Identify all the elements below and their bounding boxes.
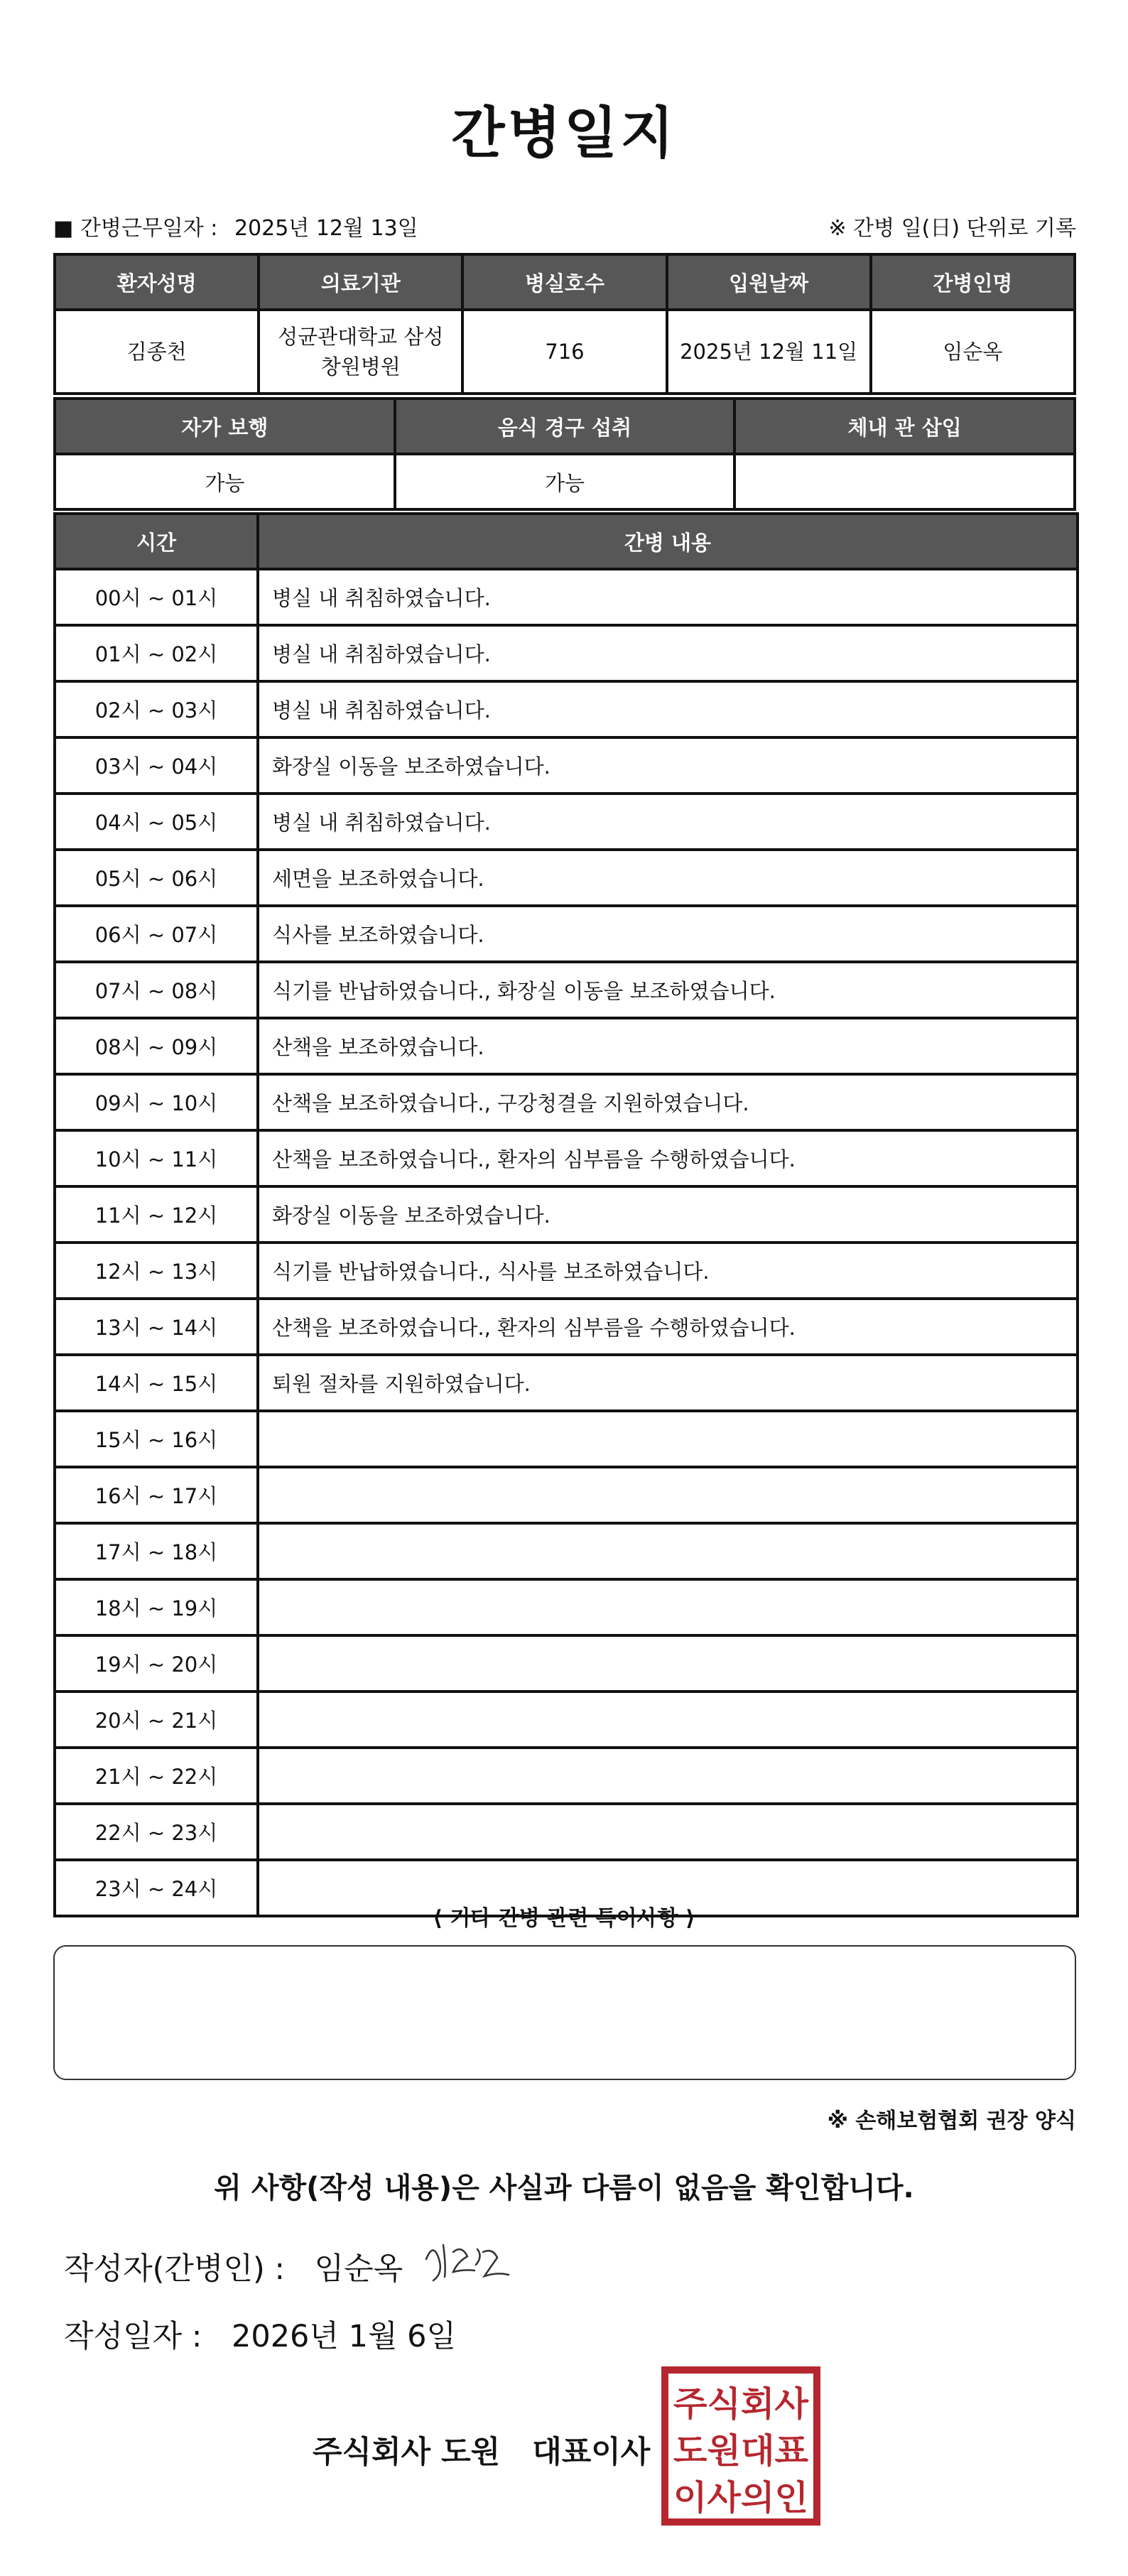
care-content: 산책을 보조하였습니다., 환자의 심부름을 수행하였습니다. (258, 1299, 1078, 1355)
table-row (55, 1074, 1078, 1130)
time-slot: 21시 ~ 22시 (55, 1748, 258, 1804)
company-role: 대표이사 (532, 2435, 651, 2470)
time-slot: 07시 ~ 08시 (55, 962, 258, 1018)
care-content (258, 1804, 1078, 1860)
time-slot: 04시 ~ 05시 (55, 794, 258, 850)
time-slot: 13시 ~ 14시 (55, 1299, 258, 1355)
table-row (55, 850, 1078, 906)
time-slot: 16시 ~ 17시 (55, 1467, 258, 1523)
table-row (55, 1467, 1078, 1523)
care-schedule-table (53, 512, 1079, 1917)
table-row (55, 1523, 1078, 1579)
status-header-row (55, 399, 1075, 454)
care-content: 식기를 반납하였습니다., 화장실 이동을 보조하였습니다. (258, 962, 1078, 1018)
table-row (55, 794, 1078, 850)
patient-info-table (53, 253, 1076, 395)
table-row (55, 1579, 1078, 1635)
time-slot: 17시 ~ 18시 (55, 1523, 258, 1579)
care-content: 산책을 보조하였습니다., 환자의 심부름을 수행하였습니다. (258, 1130, 1078, 1186)
time-slot: 19시 ~ 20시 (55, 1635, 258, 1692)
care-content: 병실 내 취침하였습니다. (258, 794, 1078, 850)
oral-intake-value: 가능 (395, 454, 735, 509)
time-slot: 15시 ~ 16시 (55, 1411, 258, 1467)
patient-name: 김종천 (55, 310, 259, 394)
record-unit-note: ※ 간병 일(日) 단위로 기록 (828, 216, 1076, 241)
care-content: 병실 내 취침하였습니다. (258, 625, 1078, 681)
patient-status-table (53, 397, 1076, 511)
care-content: 퇴원 절차를 지원하였습니다. (258, 1355, 1078, 1411)
table-row (55, 962, 1078, 1018)
tube-insertion-value (734, 454, 1075, 509)
seal-line-3: 이사의인 (673, 2478, 808, 2518)
table-row (55, 737, 1078, 794)
table-row (55, 1018, 1078, 1074)
schedule-header-row (55, 514, 1078, 569)
header-tube-insertion: 체내 관 삽입 (734, 399, 1075, 454)
time-slot: 05시 ~ 06시 (55, 850, 258, 906)
table-row (55, 1186, 1078, 1243)
header-caregiver-name: 간병인명 (871, 254, 1075, 310)
work-date-value: 2025년 12월 13일 (234, 216, 418, 241)
work-date-label: ■ 간병근무일자 : (53, 216, 218, 241)
header-oral-intake: 음식 경구 섭취 (395, 399, 735, 454)
table-row (55, 1299, 1078, 1355)
time-slot: 12시 ~ 13시 (55, 1243, 258, 1299)
table-row (55, 1355, 1078, 1411)
table-row (55, 1804, 1078, 1860)
seal-line-2: 도원대표 (673, 2431, 809, 2471)
writer-name: 임순옥 (314, 2251, 403, 2287)
care-content: 화장실 이동을 보조하였습니다. (258, 737, 1078, 794)
written-date-value: 2026년 1월 6일 (231, 2319, 457, 2354)
meta-row (53, 210, 1076, 246)
table-row (55, 1130, 1078, 1186)
care-content (258, 1579, 1078, 1635)
time-slot: 08시 ~ 09시 (55, 1018, 258, 1074)
care-content: 병실 내 취침하였습니다. (258, 569, 1078, 625)
care-content: 화장실 이동을 보조하였습니다. (258, 1186, 1078, 1243)
room-number: 716 (462, 310, 666, 394)
time-slot: 06시 ~ 07시 (55, 906, 258, 962)
admission-date: 2025년 12월 11일 (667, 310, 871, 394)
header-time: 시간 (55, 514, 258, 569)
care-content: 세면을 보조하였습니다. (258, 850, 1078, 906)
company-line (313, 2428, 650, 2472)
care-content: 병실 내 취침하였습니다. (258, 681, 1078, 737)
care-content: 산책을 보조하였습니다., 구강청결을 지원하였습니다. (258, 1074, 1078, 1130)
care-content: 식사를 보조하였습니다. (258, 906, 1078, 962)
table-row (55, 1411, 1078, 1467)
care-content: 산책을 보조하였습니다. (258, 1018, 1078, 1074)
table-row (55, 569, 1078, 625)
care-content (258, 1467, 1078, 1523)
time-slot: 23시 ~ 24시 (55, 1860, 258, 1916)
header-hospital: 의료기관 (259, 254, 462, 310)
table-row (55, 1635, 1078, 1692)
care-content (258, 1523, 1078, 1579)
page-title: 간병일지 (451, 102, 677, 166)
info-header-row (55, 254, 1075, 310)
info-value-row (55, 310, 1075, 394)
care-content (258, 1635, 1078, 1692)
table-row (55, 1692, 1078, 1748)
writer-label: 작성자(간병인) : (64, 2251, 285, 2287)
header-room-number: 병실호수 (462, 254, 666, 310)
company-name: 주식회사 도원 (313, 2435, 501, 2470)
table-row (55, 681, 1078, 737)
handwritten-signature-icon (419, 2231, 519, 2295)
time-slot: 00시 ~ 01시 (55, 569, 258, 625)
header-patient-name: 환자성명 (55, 254, 259, 310)
time-slot: 11시 ~ 12시 (55, 1186, 258, 1243)
time-slot: 10시 ~ 11시 (55, 1130, 258, 1186)
confirmation-statement: 위 사항(작성 내용)은 사실과 다름이 없음을 확인합니다. (214, 2172, 914, 2204)
writer-line (64, 2245, 403, 2288)
table-row (55, 906, 1078, 962)
table-row (55, 625, 1078, 681)
self-walking-value: 가능 (55, 454, 395, 509)
seal-line-1: 주식회사 (673, 2384, 809, 2424)
care-content (258, 1748, 1078, 1804)
special-notes-box (53, 1945, 1076, 2080)
work-date (53, 210, 418, 242)
time-slot: 02시 ~ 03시 (55, 681, 258, 737)
time-slot: 14시 ~ 15시 (55, 1355, 258, 1411)
written-date-label: 작성일자 : (64, 2319, 202, 2354)
caregiver-name: 임순옥 (871, 310, 1075, 394)
recommended-form-note: ※ 손해보험협회 권장 양식 (827, 2109, 1076, 2133)
time-slot: 22시 ~ 23시 (55, 1804, 258, 1860)
notes-title: ⟨ 기타 간병 관련 특이사항 ⟩ (433, 1906, 695, 1931)
table-row (55, 1748, 1078, 1804)
care-content (258, 1692, 1078, 1748)
time-slot: 03시 ~ 04시 (55, 737, 258, 794)
care-content (258, 1411, 1078, 1467)
written-date-line (64, 2312, 456, 2356)
time-slot: 01시 ~ 02시 (55, 625, 258, 681)
time-slot: 09시 ~ 10시 (55, 1074, 258, 1130)
header-care-content: 간병 내용 (258, 514, 1078, 569)
table-row (55, 1243, 1078, 1299)
time-slot: 20시 ~ 21시 (55, 1692, 258, 1748)
time-slot: 18시 ~ 19시 (55, 1579, 258, 1635)
hospital-name: 성균관대학교 삼성 창원병원 (259, 310, 462, 394)
status-value-row (55, 454, 1075, 509)
header-self-walking: 자가 보행 (55, 399, 395, 454)
care-content: 식기를 반납하였습니다., 식사를 보조하였습니다. (258, 1243, 1078, 1299)
company-seal-icon (661, 2366, 821, 2526)
header-admission-date: 입원날짜 (667, 254, 871, 310)
